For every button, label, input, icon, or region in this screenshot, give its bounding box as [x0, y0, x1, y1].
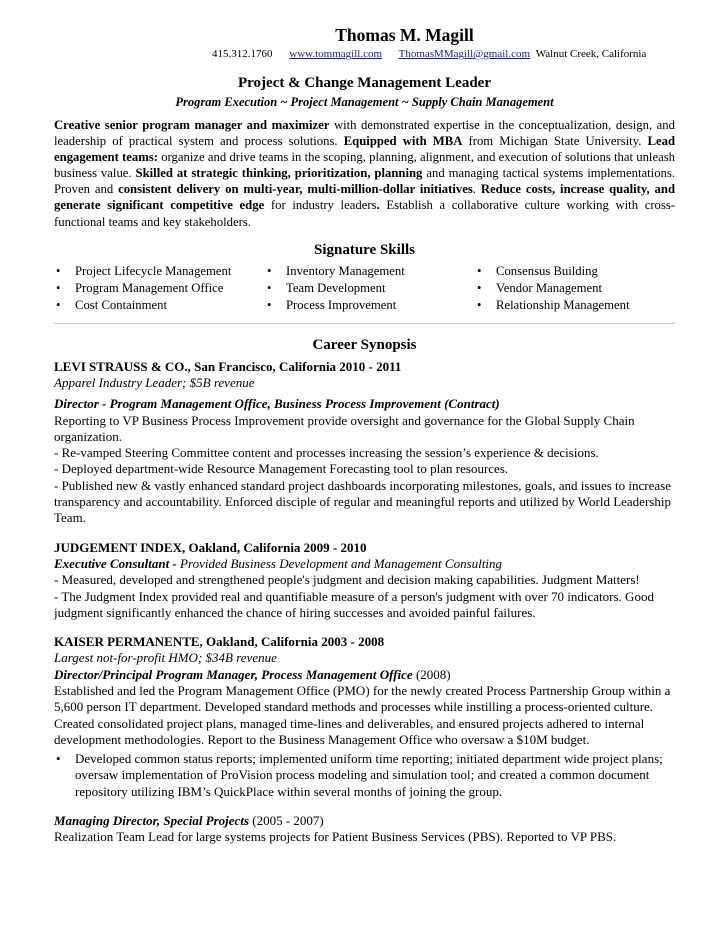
skill-item: • Program Management Office: [54, 280, 265, 297]
company-description: Largest not-for-profit HMO; $34B revenue: [54, 650, 277, 666]
career-heading: Career Synopsis: [312, 336, 417, 353]
company-line: JUDGEMENT INDEX, Oakland, California 2009 - 2010: [54, 539, 367, 555]
job-dates: (2008): [412, 666, 451, 682]
summary-text-4: and managing tactical systems implementations. Proven and: [54, 166, 675, 197]
headline-subtitle: Program Execution ~ Project Management ~ Supply Chain Management: [175, 95, 554, 109]
contact-line: [134, 47, 675, 61]
job-kaiser-permanente: [54, 634, 675, 846]
summary-bold-2: Equipped with MBA: [343, 134, 463, 149]
skill-item: • Project Lifecycle Management: [54, 263, 265, 280]
skill-item: • Cost Containment: [54, 297, 265, 314]
skills-list: [54, 263, 675, 314]
website-link[interactable]: www.tommagill.com: [289, 48, 383, 60]
job-detail: - Measured, developed and strengthened people's judgment and decision making capabilities. Judgment Matters!: [54, 572, 640, 588]
summary-text-3: organize and drive teams in the scoping, planning, alignment, and execution of solutions that unleash business value.: [54, 150, 675, 181]
section-divider: [54, 323, 675, 324]
summary-bold-5: consistent delivery on multi-year, multi-million-dollar initiatives: [118, 182, 473, 197]
skill-item: • Consensus Building: [475, 263, 675, 280]
summary-text-2: from Michigan State University.: [462, 134, 648, 149]
bullet-icon: •: [56, 751, 61, 767]
skills-column-1: [54, 263, 265, 314]
skill-item: • Relationship Management: [475, 297, 675, 314]
skills-heading: Signature Skills: [313, 241, 415, 258]
job-role: Director/Principal Program Manager, Process Management Office: [54, 666, 413, 682]
skill-item: • Process Improvement: [265, 297, 475, 314]
job-levi-strauss: [54, 359, 675, 527]
company-line: LEVI STRAUSS & CO., San Francisco, California 2010 - 2011: [54, 358, 402, 374]
job-detail: - Deployed department-wide Resource Management Forecasting tool to plan resources.: [54, 461, 509, 477]
job-role-description: Provided Business Development and Management Consulting: [180, 555, 502, 571]
job-detail: Reporting to VP Business Process Improvement provide oversight and governance for the Global Supply Chain organization.: [54, 412, 635, 444]
summary-text-7: Establish a collaborative culture working with cross-functional teams and key stakeholders.: [54, 198, 675, 229]
skill-item: • Inventory Management: [265, 263, 475, 280]
company-description: Apparel Industry Leader; $5B revenue: [54, 374, 255, 390]
job-role-line: [54, 556, 675, 572]
job-judgement-index: [54, 540, 675, 621]
skills-column-3: [475, 263, 675, 314]
headline-title: Project & Change Management Leader: [238, 75, 491, 91]
job-detail: - The Judgment Index provided real and quantifiable measure of a person's judgment with over 70 indicators. Good judgment significantly enhanced the chance of hiring successes and avoided painful failures.: [54, 588, 654, 620]
summary-bold-6: Reduce costs, increase quality, and generate significant competitive edge: [54, 182, 676, 213]
job-detail: - Re-vamped Steering Committee content and processes increasing the session’s experience & decisions.: [54, 445, 599, 461]
email-link[interactable]: ThomasMMagill@gmail.com: [398, 48, 531, 60]
job-detail: Realization Team Lead for large systems projects for Patient Business Services (PBS). Reported to VP PBS.: [54, 829, 617, 845]
job-role: Executive Consultant -: [54, 555, 181, 571]
summary-text-6: for industry leaders: [264, 198, 377, 213]
job-role: Director - Program Management Office, Business Process Improvement (Contract): [54, 396, 500, 412]
company-line: KAISER PERMANENTE, Oakland, California 2003 - 2008: [54, 634, 385, 650]
job-detail: Established and led the Program Management Office (PMO) for the newly created Process Partnership Group within a 5,600 person IT department. Developed standard methods and processes while instilling a process-oriented culture. Created consolidated project plans, managed time-lines and deliverables, and ensured projects adhered to internal development methodologies. Report to the Business Management Office who oversaw a $10M budget.: [54, 683, 671, 747]
phone: 415.312.1760: [212, 48, 273, 60]
job-dates: (2005 - 2007): [249, 813, 324, 829]
summary-text-1: with demonstrated expertise in the conceptualization, design, and leadership of practical system and process solutions.: [54, 118, 675, 149]
skill-item: • Team Development: [265, 280, 475, 297]
job-role: Managing Director, Special Projects: [54, 813, 249, 829]
job-detail: - Published new & vastly enhanced standard project dashboards incorporating milestones, goals, and issues to increase transparency and accountability. Enforced disciple of regular and meaningful reports and utilized by World Leadership Team.: [54, 477, 671, 526]
resume-page: [54, 0, 675, 846]
skills-column-2: [265, 263, 475, 314]
job-role-line: [54, 667, 675, 683]
location: Walnut Creek, California: [535, 48, 647, 60]
job-bullet-text: Developed common status reports; implemented uniform time reporting; initiated department wide project plans; oversaw implementation of ProVision process modeling and simulation tool; and created a common document repository utilizing IBM’s QuickPlace within several months of joining the group.: [75, 751, 663, 799]
job-bullet: [54, 751, 675, 800]
skill-item: • Vendor Management: [475, 280, 675, 297]
summary-bold-1: Creative senior program manager and maximizer: [54, 118, 330, 132]
summary-bold-7: .: [376, 198, 380, 213]
summary-text-5: .: [472, 182, 481, 197]
summary-bold-3: Lead engagement teams:: [54, 134, 675, 165]
summary-paragraph: [54, 117, 675, 230]
candidate-name: Thomas M. Magill: [335, 25, 474, 45]
job-role-line: [54, 813, 675, 829]
summary-bold-4: Skilled at strategic thinking, prioritization, planning: [135, 166, 423, 181]
